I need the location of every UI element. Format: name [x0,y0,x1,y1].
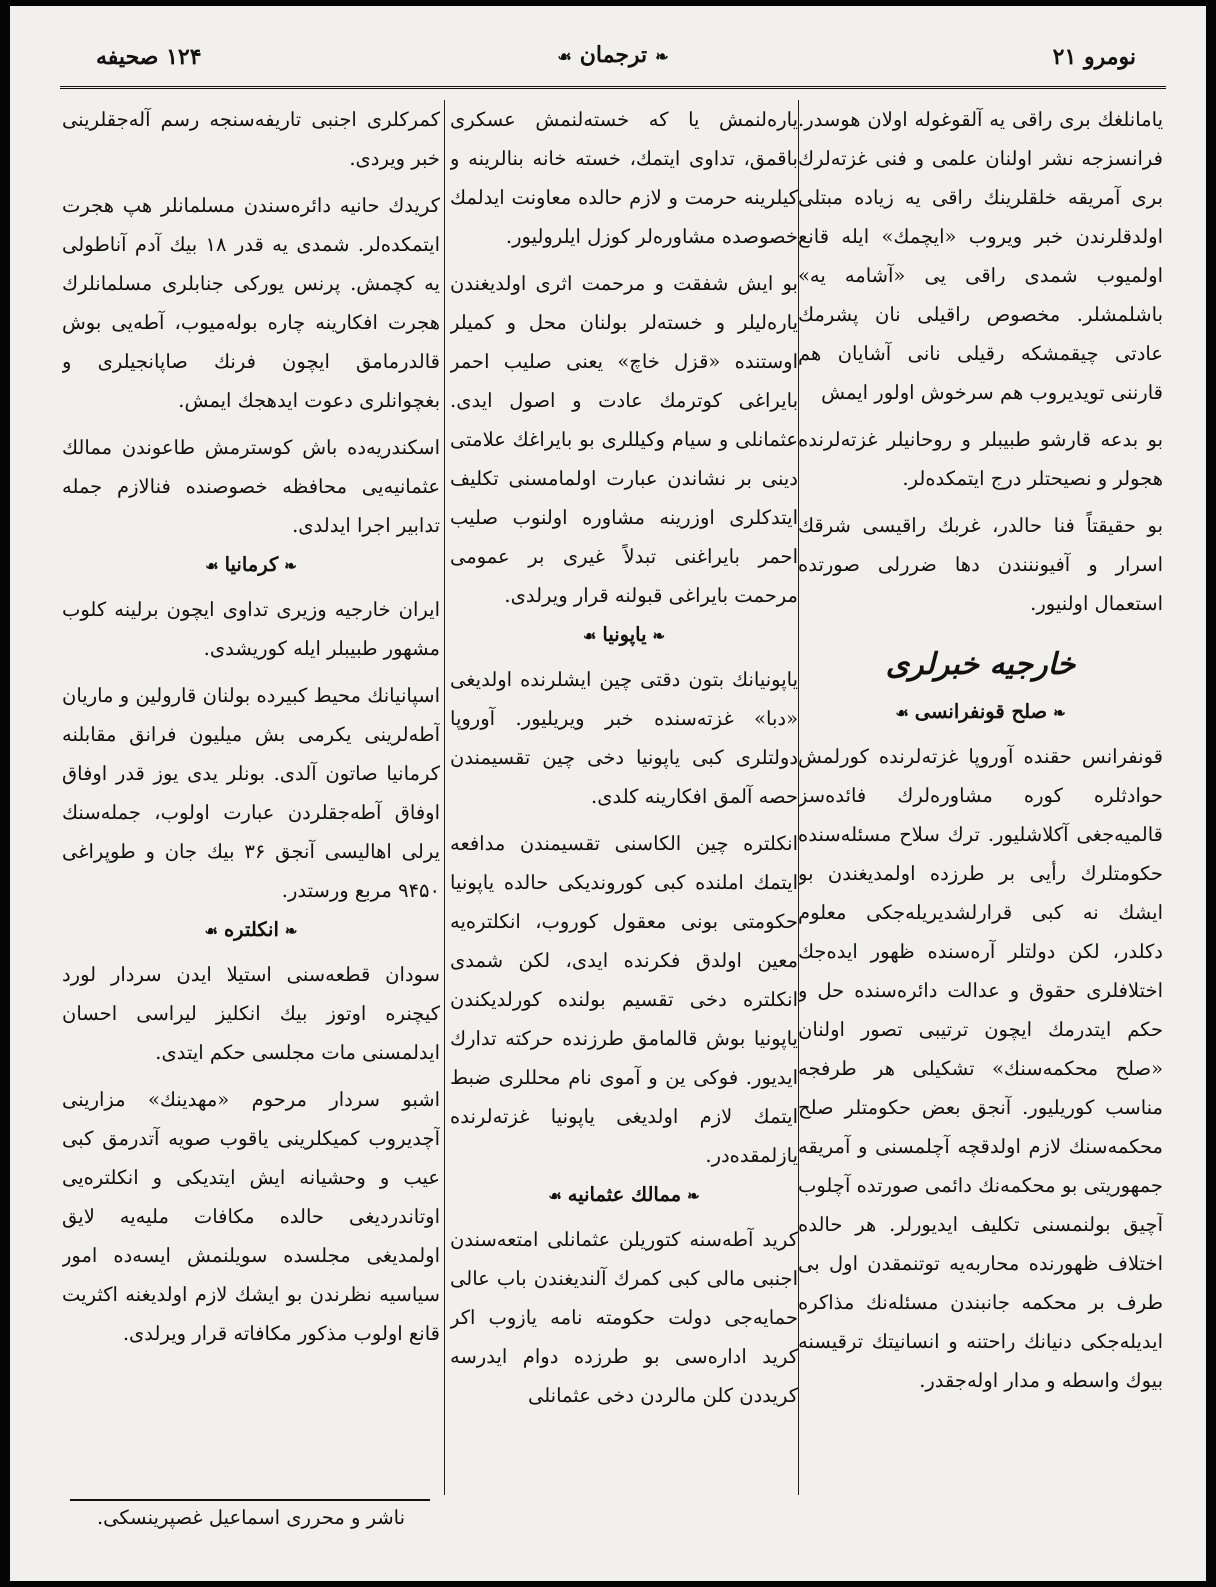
ornament-icon: ☙ [548,1187,562,1205]
masthead-title: ترجمان [579,42,648,68]
paragraph: کریدك حانیه دائره‌سندن مسلمانلر هپ هجرت ایتمکده‌لر. شمدی یه قدر ۱۸ بیك آدم آناطولی یه کچمش. پرنس یورکی جنابلری مسلمانلرك هجرت افکارینه چاره بوله‌میوب، آطه‌یی بوش قالدرمامق ایچون فرنك صاپانجیلری و بغچوانلری دعوت ایدهجك ایمش. [62,194,440,412]
section-title: یاپونیا [602,623,647,646]
paragraph: یامانلغك بری راقی یه آلقوغوله اولان هوسدر. فرانسزجه نشر اولنان علمی و فنی غزته‌لرك بری آمریقه خلقلرینك راقی یه زیاده مبتلی اولدقلرندن خبر ویروب «ایچمك» ایله قانع اولمیوب شمدی راقی یی «آشامه یه» باشلمشلر. مخصوص راقیلی نان پشرمك عادتی چیقمشکه رقیلی نانی آشایان هم قارننی تویدیروب هم سرخوش اولور ایمش [798,108,1163,404]
column-left [62,100,440,1495]
ornament-icon: ❧ [1053,704,1066,722]
ornament-icon: ❧ [284,557,297,575]
column-divider [444,100,445,1495]
header-rule [60,86,1166,89]
page-header [50,44,1176,84]
paragraph: بو ایش شفقت و مرحمت اثری اولدیغندن یاره‌لیلر و خسته‌لر بولنان محل و کمیلر اوستنده «قزل خاچ» یعنی صلیب احمر بایراغی کوترمك عادت و اصول ایدی. عثمانلی و سیام وکیللری بو بایراغك علامتی دینی بر نشاندن عبارت اولمامسنی تکلیف ایتدکلری اوزرینه مشاوره اولنوب صلیب احمر بایراغنی تبدلاً غیری بر عمومی مرحمت بایراغی قبولنه قرار ویرلدی. [450,272,798,607]
column-middle [450,100,798,1495]
section-title: صلح قونفرانسی [914,700,1048,723]
section-title: انکلتره [223,918,279,941]
ornament-icon: ❧ [284,922,298,940]
paragraph: اسکندریه‌ده باش کوسترمش طاعوندن ممالك عثمانیه‌یی محافظه خصوصنده فنالازم جمله تدابیر اجرا ایدلدی. [62,436,440,537]
masthead [50,42,1176,68]
paragraph: بو بدعه قارشو طبیبلر و روحانیلر غزته‌لرنده هجولر و نصیحتلر درج ایتمکده‌لر. [798,428,1163,490]
issue-number: نومرو ۲۱ [1052,44,1136,70]
column-right [798,100,1163,1495]
paragraph: کمرکلری اجنبی تاریفه‌سنجه رسم آله‌جقلرینی خبر ویردی. [62,108,440,170]
ornament-icon: ❧ [687,1187,700,1205]
section-banner-heading: خارجیه خبرلری [885,647,1076,682]
section-title: کرمانیا [224,553,279,576]
page-number: ۱۲۴ صحیفه [96,44,202,70]
paragraph: یاره‌لنمش یا که خسته‌لنمش عسکری باقمق، تداوی ایتمك، خسته خانه بنالرینه و کیلرینه حرمت و لازم حالده معاونت ایدلمك خصوصده مشاوره‌لر کوزل ایلرولیور. [450,108,798,248]
paragraph: قونفرانس حقنده آوروپا غزته‌لرنده کورلمش حوادثلره کوره مشاوره‌لرك فائده‌سز قالمیه‌جغی آکلاشلیور. ترك سلاح مسئله‌سنده حکومتلرك رأیی بر طرزده اولمدیغندن بو ایشك نه کبی قرارلشدیریله‌جکی معلوم دکلدر، لکن دولتلر آره‌سنده ظهور ایده‌جك اختلافلری حقوق و عدالت دائره‌سنده حل و حکم ایتدرمك ایچون ترتیبی تصور اولنان «صلح محکمه‌سنك» تشکیلی هر طرفجه مناسب کوریلیور. آنجق بعض حکومتلر صلح محکمه‌سنك لازم اولدقچه آچلمسنی و آمریقه جمهوریتی بو محکمه‌نك دائمی صورتده آچلوب آچیق بولنمسنی تکلیف ایدیورلر. هر حالده اختلاف ظهورنده محاربه‌یه توتنمقدن اول بی طرف بر محکمه جانبندن مسئله‌نك مذاکره ایدیله‌جکی دنیانك راحتنه و انسانیتك ترقیسنه بیوك واسطه و مدار اوله‌جقدر. [798,745,1163,1392]
newspaper-page [10,6,1206,1581]
ornament-icon: ❧ [655,46,669,66]
paragraph: یاپونیانك بتون دقتی چین ایشلرنده اولدیغی «دبا» غزته‌سنده خبر ویریلیور. آوروپا دولتلری کبی یاپونیا دخی چین تقسیمندن حصه آلمق افکارینه کلدی. [450,668,798,808]
paragraph: بو حقیقتاً فنا حالدر، غربك راقیسی شرقك اسرار و آفیوننندن دها ضررلی صورتده استعمال اولنیور. [798,514,1163,615]
section-heading [798,700,1163,723]
section-heading [62,553,440,576]
ornament-icon: ☙ [205,557,219,575]
section-heading [450,1183,798,1206]
paragraph: کرید آطه‌سنه کتوریلن عثمانلی امتعه‌سندن اجنبی مالی کبی کمرك آلندیغندن باب عالی حمایه‌جی دولت حکومته نامه یازوب اکر کرید اداره‌سی بو طرزده دوام ایدرسه کریددن کلن مالردن دخی عثمانلی [450,1228,798,1407]
ornament-icon: ☙ [557,46,572,66]
section-heading [450,623,798,646]
ornament-icon: ☙ [204,922,218,940]
paragraph: اشبو سردار مرحوم «مهدینك» مزارینی آچدیروب کمیکلرینی یاقوب صویه آتدرمق کبی عیب و وحشیانه ایش ایتدیکی و انکلتره‌یی اوتاندردیغی حالده مکافات ملیه‌یه لایق اولمدیغی مجلسده سویلنمش ایسه‌ده امور سیاسیه نظرندن بو ایشك لازم اولدیغنه اکثریت قانع اولوب مذکور مکافاته قرار ویرلدی. [62,1088,440,1345]
paragraph: ایران خارجیه وزیری تداوی ایچون برلینه کلوب مشهور طبیبلر ایله کوریشدی. [62,598,440,660]
ornament-icon: ❧ [652,627,666,645]
publisher-line: ناشر و محرری اسماعیل غصپرینسکی. [96,1506,406,1529]
paragraph: اسپانیانك محیط کبیرده بولنان قارولین و ماریان آطه‌لرینی یکرمی بش میلیون فرانق مقابلنه کرمانیا صاتون آلدی. بونلر یدی یوز قدر اوفاق اوفاق آطه‌جقلردن عبارت اولوب، جمله‌سنك یرلی اهالیسی آنجق ۳۶ بیك جان و طوپراغی ۹۴۵۰ مربع ورستدر. [62,684,440,902]
section-heading [62,918,440,941]
section-title: ممالك عثمانیه [567,1183,682,1206]
column-divider [798,100,799,1495]
footer-rule [70,1499,430,1501]
paragraph: انکلتره چین الکاسنی تقسیمندن مدافعه ایتمك املنده کبی کوروندیکی حالده یاپونیا حکومتی بونی معقول کوروب، انکلتره‌یه معین اولدق فکرنده ایدی، لکن شمدی انکلتره دخی تقسیم بولنده کورلدیکندن یاپونیا بوش قالمامق طرزنده حرکته تدارك ایدیور. فوکی ین و آموی نام محللری ضبط ایتمك لازم اولدیغی یاپونیا غزته‌لرنده یازلمقده‌در. [450,832,798,1167]
ornament-icon: ☙ [582,627,597,645]
paragraph: سودان قطعه‌سنی استیلا ایدن سردار لورد کیچنره اوتوز بیك انکلیز لیراسی احسان ایدلمسنی مات مجلسی حکم ایتدی. [62,963,440,1064]
ornament-icon: ☙ [895,704,909,722]
